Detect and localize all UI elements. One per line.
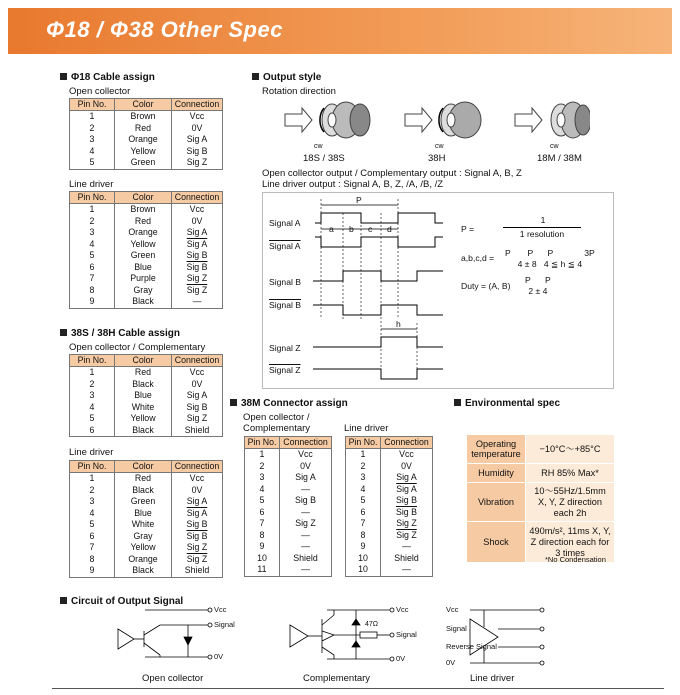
s38-oc-label: Open collector / Complementary: [69, 342, 206, 353]
circuit-line-driver: [470, 608, 544, 665]
formula-num: 1: [540, 215, 546, 225]
table-row: 1 Vcc: [346, 449, 433, 461]
table-row: 7 Sig Z: [346, 518, 433, 530]
table-row: 10 Shield: [346, 553, 433, 565]
table-row: 6 Sig B: [346, 507, 433, 519]
table-row: 1 Brown Vcc: [70, 111, 223, 123]
phase-label: a: [329, 224, 334, 234]
circuit-diagrams: [100, 605, 670, 667]
formula-period: P =: [461, 224, 474, 234]
signal-label: Signal B: [269, 300, 302, 310]
table-row: 7 Sig Z: [245, 518, 332, 530]
formula-phase-expr: P P P 3P 4 ± 8 4 ≦ h ≦ 4: [505, 248, 595, 269]
table-row: Operating temperature −10°C〜+85°C: [467, 435, 615, 464]
phi18-heading: Φ18 Cable assign: [60, 72, 155, 83]
signal-out-label: Signal: [214, 620, 235, 629]
table-row: 1 Red Vcc: [70, 367, 223, 379]
caption-open-collector: Open collector: [142, 673, 204, 684]
signal-label: Signal A: [269, 218, 301, 228]
page-title: Φ18 / Φ38 Other Spec: [46, 17, 283, 42]
table-row: Humidity RH 85% Max*: [467, 464, 615, 483]
vcc-label: Vcc: [396, 605, 409, 614]
table-row: 9 Black —: [70, 296, 223, 308]
reverse-signal-label: Reverse Signal: [446, 642, 497, 651]
table-row: 2 Black 0V: [70, 379, 223, 391]
signal-label: Signal Z: [269, 365, 301, 375]
table-row: 6 Black Shield: [70, 425, 223, 437]
period-label: P: [356, 195, 362, 205]
signal-label: Signal Z: [269, 343, 301, 353]
table-row: 9 —: [346, 541, 433, 553]
table-row: 4 —: [245, 484, 332, 496]
model-label: 38H: [428, 153, 446, 164]
table-row: 8 Orange Sig Z: [70, 554, 223, 566]
title-banner: [8, 8, 672, 54]
footer-rule: [52, 688, 664, 689]
m38-oc-table: Pin No. Connection 1 Vcc 2 0V 3 Sig A 4 — 5 Sig B 6 — 7 Sig Z 8 — 9 — 10 Shield 11 —: [244, 436, 332, 577]
formula-duty: Duty = (A, B): [461, 281, 511, 291]
formula-phase: a,b,c,d =: [461, 253, 495, 263]
table-row: 6 Gray Sig B: [70, 531, 223, 543]
table-row: 1 Red Vcc: [70, 473, 223, 485]
model-label: 18M / 38M: [537, 153, 582, 164]
table-row: 4 Sig A: [346, 484, 433, 496]
env-table: [466, 434, 615, 563]
cw-label: cw: [435, 143, 444, 150]
vcc-label: Vcc: [446, 605, 459, 614]
table-row: 4 Yellow Sig B: [70, 146, 223, 158]
caption-complementary: Complementary: [303, 673, 371, 684]
circuit-open-collector: [118, 608, 212, 659]
table-row: 7 Yellow Sig Z: [70, 542, 223, 554]
m38-oc-label: Open collector / Complementary: [243, 412, 311, 434]
resistor-label: 47Ω: [365, 621, 379, 628]
table-row: Vibration 10〜55Hz/1.5mm X, Y, Z direction each 2h: [467, 483, 615, 522]
s38-oc-table: Pin No. Color Connection 1 Red Vcc 2 Black 0V 3 Blue Sig A 4 White Sig B 5 Yellow Sig Z 6 Black Shield: [69, 354, 223, 437]
encoder-18s-38s: [285, 102, 370, 138]
table-row: 8 Sig Z: [346, 530, 433, 542]
h-label: h: [396, 319, 401, 329]
table-row: 4 White Sig B: [70, 402, 223, 414]
table-row: 3 Sig A: [245, 472, 332, 484]
circuit-heading: Circuit of Output Signal: [60, 596, 183, 607]
cw-label: cw: [314, 143, 323, 150]
table-row: 5 Green Sig B: [70, 250, 223, 262]
table-row: 2 Red 0V: [70, 216, 223, 228]
table-row: 5 White Sig B: [70, 519, 223, 531]
zero-label: 0V: [214, 652, 224, 661]
table-row: 6 Blue Sig B: [70, 262, 223, 274]
phi18-ld-label: Line driver: [69, 179, 114, 190]
phase-label: b: [349, 224, 354, 234]
table-row: 11 —: [245, 564, 332, 576]
table-row: 8 —: [245, 530, 332, 542]
table-row: 10 Shield: [245, 553, 332, 565]
circuit-complementary: [290, 608, 394, 661]
m38-heading: 38M Connector assign: [230, 398, 348, 409]
table-row: 10 —: [346, 564, 433, 576]
phi18-oc-table: Pin No. Color Connection 1 Brown Vcc 2 Red 0V 3 Orange Sig A 4 Yellow Sig B 5 Green Sig Z: [69, 98, 223, 170]
phase-label: d: [387, 224, 392, 234]
timing-diagram: [262, 192, 614, 389]
table-row: 7 Purple Sig Z: [70, 273, 223, 285]
phi18-oc-label: Open collector: [69, 86, 131, 97]
table-row: 5 Sig B: [245, 495, 332, 507]
m38-ld-table: Pin No. Connection 1 Vcc 2 0V 3 Sig A 4 Sig A 5 Sig B 6 Sig B 7 Sig Z 8 Sig Z 9 — 10 Shield 10 —: [345, 436, 433, 577]
table-row: 3 Orange Sig A: [70, 134, 223, 146]
table-row: 1 Brown Vcc: [70, 204, 223, 216]
signal-out-label: Signal: [396, 630, 417, 639]
table-row: 4 Blue Sig A: [70, 508, 223, 520]
s38-ld-table: Pin No. Color Connection 1 Red Vcc 2 Black 0V 3 Green Sig A 4 Blue Sig A 5 White Sig B 6 Gray Sig B 7 Yellow Sig Z 8 Orange Sig Z 9 Black Shield: [69, 460, 223, 578]
table-row: 8 Gray Sig Z: [70, 285, 223, 297]
table-row: 6 —: [245, 507, 332, 519]
formula-den: 1 resolution: [519, 229, 565, 239]
table-row: 2 0V: [346, 461, 433, 473]
caption-line-driver: Line driver: [470, 673, 515, 684]
signal-label: Signal B: [269, 277, 302, 287]
table-row: 3 Sig A: [346, 472, 433, 484]
table-row: 2 Red 0V: [70, 123, 223, 135]
cw-label: cw: [550, 143, 559, 150]
env-note: *No Condensation: [545, 555, 606, 564]
s38-heading: 38S / 38H Cable assign: [60, 328, 180, 339]
formula-duty-expr: P P 2 ± 4: [525, 275, 551, 296]
phase-label: c: [368, 224, 373, 234]
table-row: 1 Vcc: [245, 449, 332, 461]
signal-out-label: Signal: [446, 624, 467, 633]
phi18-ld-table: Pin No. Color Connection 1 Brown Vcc 2 Red 0V 3 Orange Sig A 4 Yellow Sig A 5 Green Sig B 6 Blue Sig B 7 Purple Sig Z 8 Gray Sig Z 9 Black —: [69, 191, 223, 309]
table-row: 3 Green Sig A: [70, 496, 223, 508]
output-line2: Line driver output : Signal A, B, Z, /A, /B, /Z: [262, 179, 444, 190]
table-row: 2 0V: [245, 461, 332, 473]
m38-ld-label: Line driver: [344, 423, 389, 434]
table-row: 5 Sig B: [346, 495, 433, 507]
table-row: 9 —: [245, 541, 332, 553]
table-row: 4 Yellow Sig A: [70, 239, 223, 251]
signal-label: Signal A: [269, 241, 301, 251]
env-heading: Environmental spec: [454, 398, 560, 409]
output-heading: Output style: [252, 72, 321, 83]
table-row: Shock 490m/s², 11ms X, Y, Z direction each for 3 times: [467, 522, 615, 563]
encoder-38h: [405, 102, 481, 138]
output-line1: Open collector output / Complementary output : Signal A, B, Z: [262, 168, 522, 179]
table-row: 2 Black 0V: [70, 485, 223, 497]
table-row: 5 Yellow Sig Z: [70, 413, 223, 425]
zero-label: 0V: [446, 658, 456, 667]
zero-label: 0V: [396, 654, 406, 663]
table-row: 9 Black Shield: [70, 565, 223, 577]
s38-ld-label: Line driver: [69, 447, 114, 458]
table-row: 5 Green Sig Z: [70, 157, 223, 169]
vcc-label: Vcc: [214, 605, 227, 614]
table-row: 3 Orange Sig A: [70, 227, 223, 239]
table-row: 3 Blue Sig A: [70, 390, 223, 402]
rotation-label: Rotation direction: [262, 86, 336, 97]
encoder-18m-38m: [515, 102, 590, 138]
model-label: 18S / 38S: [303, 153, 345, 164]
